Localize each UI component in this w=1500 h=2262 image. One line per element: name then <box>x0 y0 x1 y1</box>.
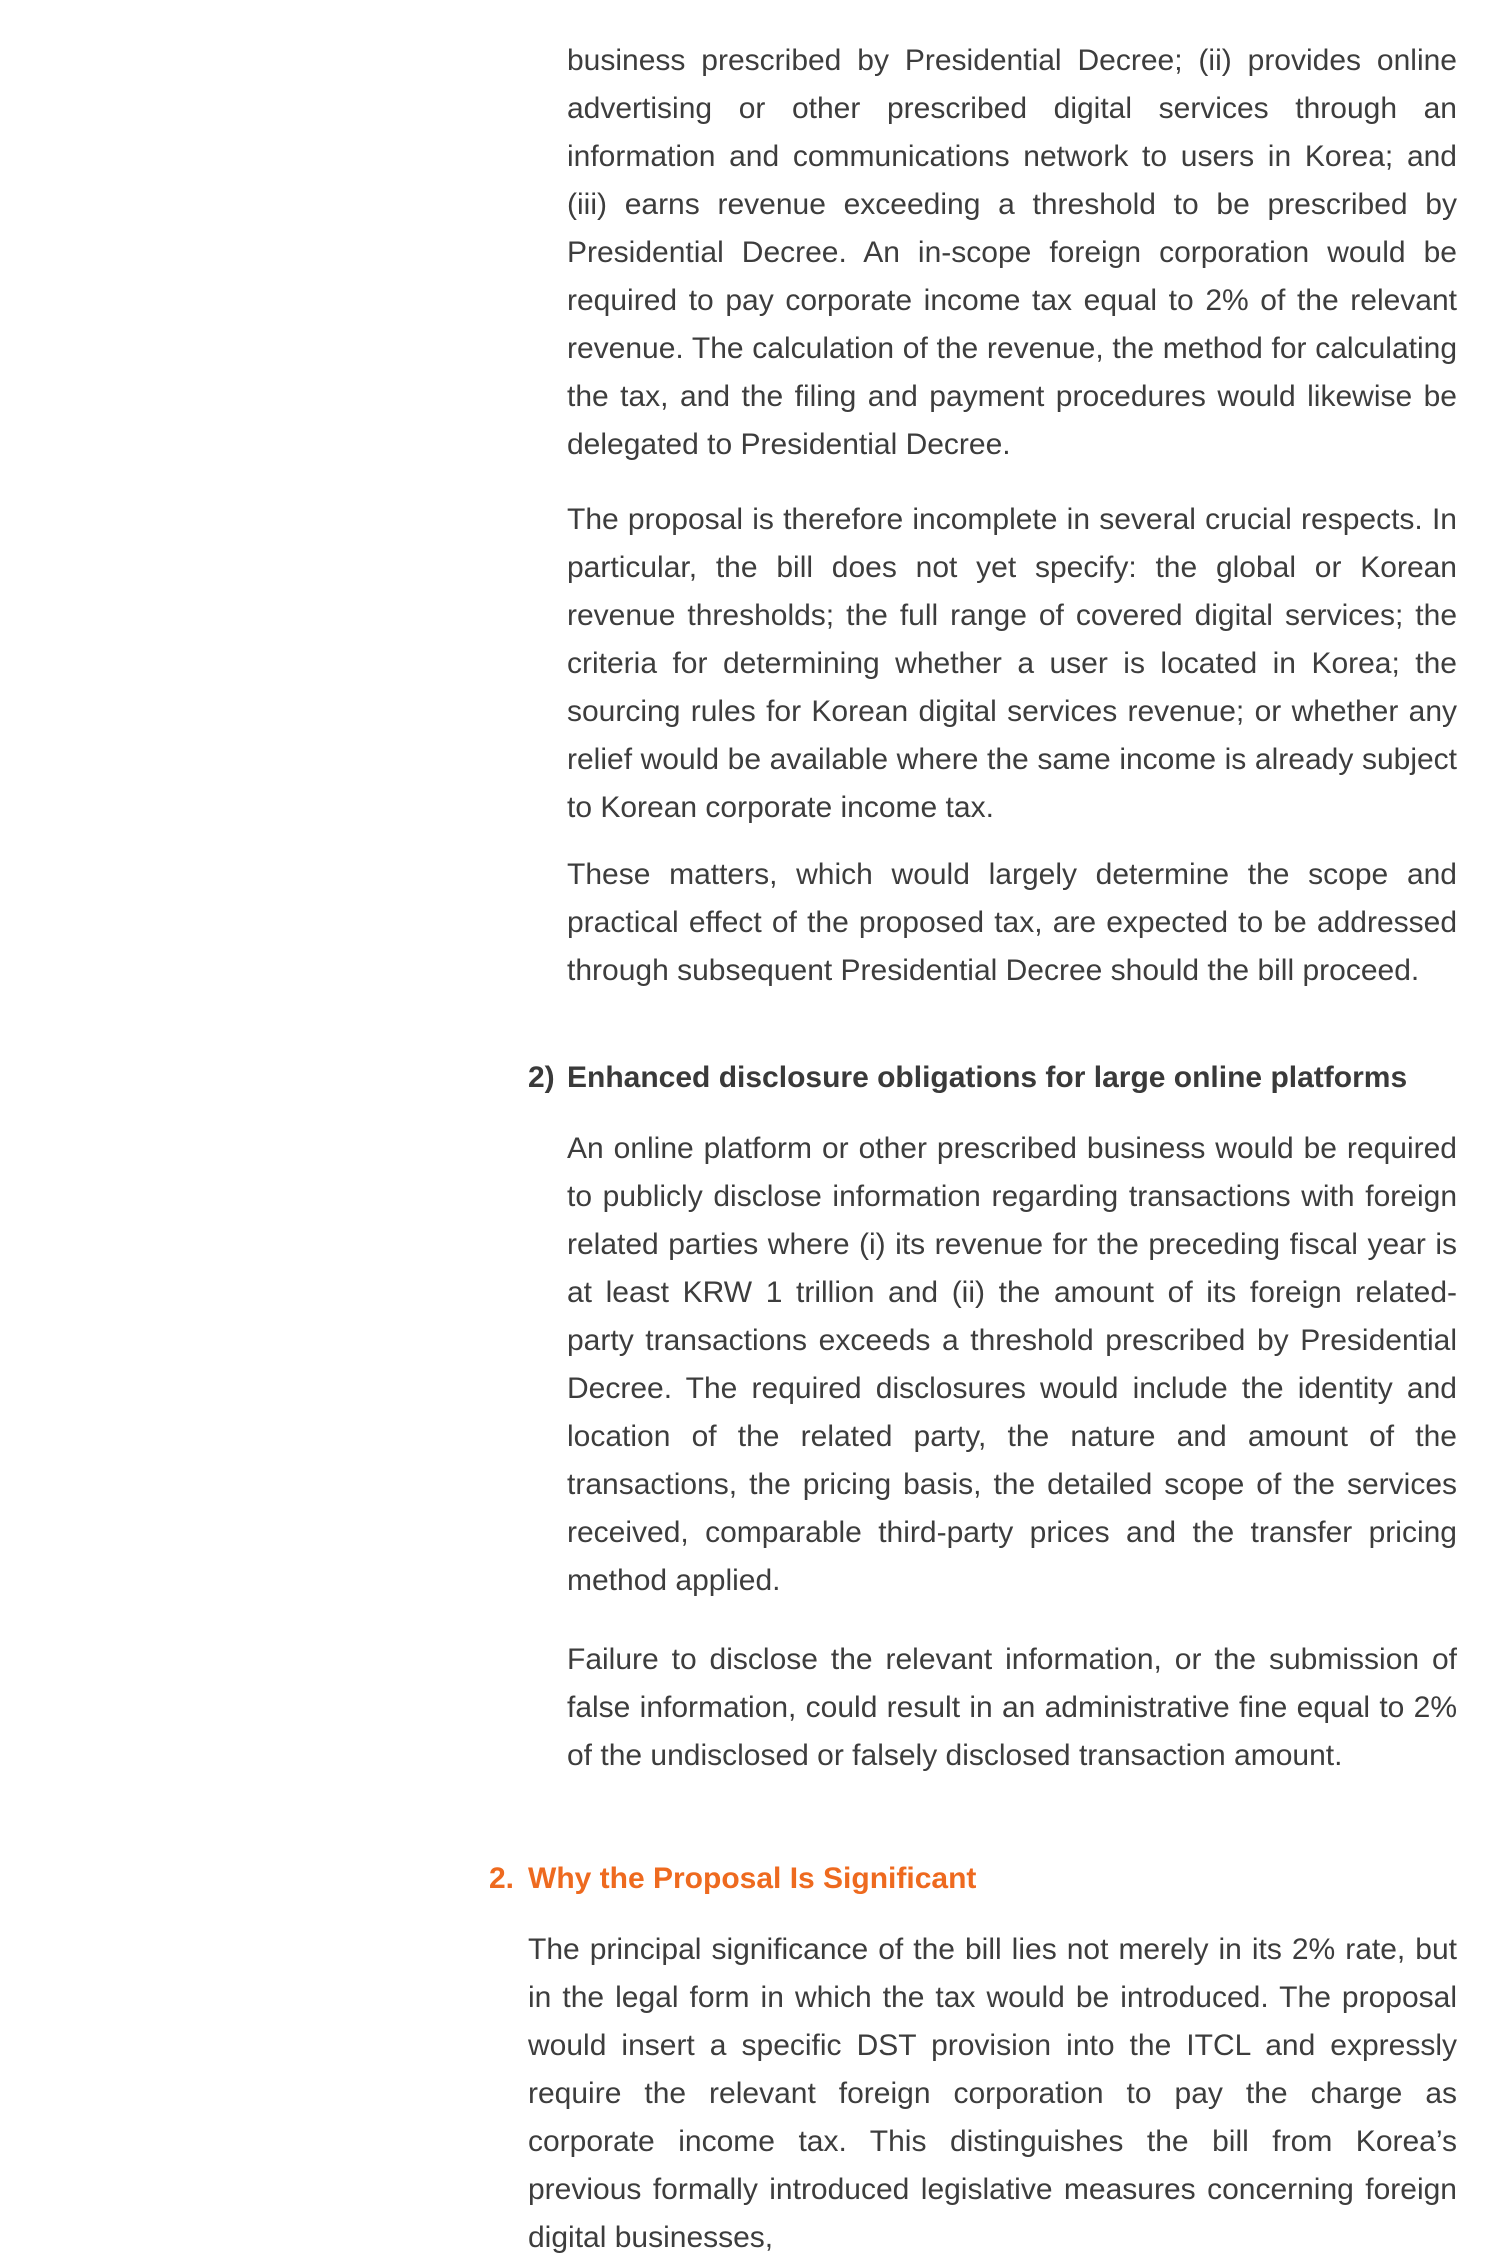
paragraph-presidential-decree: These matters, which would largely determine the scope and practical effect of the proposed tax, are expected to be addressed through subsequent Presidential Decree should the bill proceed. <box>567 858 1457 987</box>
paragraph-scope-criteria: business prescribed by Presidential Decree; (ii) provides online advertising or other prescribed digital services through an information and communications network to users in Korea; and (iii) earns revenue exceeding a threshold to be prescribed by Presidential Decree. An in-scope foreign corporation would be required to pay corporate income tax equal to 2% of the relevant revenue. The calculation of the revenue, the method for calculating the tax, and the filing and payment procedures would likewise be delegated to Presidential Decree. <box>567 44 1457 461</box>
subheading-number: 2) <box>528 1061 555 1094</box>
paragraph-administrative-fine: Failure to disclose the relevant information, or the submission of false information, could result in an administrative fine equal to 2% of the undisclosed or falsely disclosed transaction amount. <box>567 1643 1457 1772</box>
paragraph-principal-significance: The principal significance of the bill lies not merely in its 2% rate, but in the legal form in which the tax would be introduced. The proposal would insert a specific DST provision into the ITCL and expressly require the relevant foreign corporation to pay the charge as corporate income tax. This distinguishes the bill from Korea’s previous formally introduced legislative measures concerning foreign digital businesses, <box>528 1933 1457 2254</box>
section-heading-significance <box>489 1855 1469 1903</box>
paragraph-incomplete-proposal: The proposal is therefore incomplete in several crucial respects. In particular, the bill does not yet specify: the global or Korean revenue thresholds; the full range of covered digital services; the criteria for determining whether a user is located in Korea; the sourcing rules for Korean digital services revenue; or whether any relief would be available where the same income is already subject to Korean corporate income tax. <box>567 503 1457 824</box>
section-number: 2. <box>489 1862 515 1895</box>
paragraph-disclosure-requirements: An online platform or other prescribed business would be required to publicly disclose information regarding transactions with foreign related parties where (i) its revenue for the preceding fiscal year is at least KRW 1 trillion and (ii) the amount of its foreign related-party transactions exceeds a threshold prescribed by Presidential Decree. The required disclosures would include the identity and location of the related party, the nature and amount of the transactions, the pricing basis, the detailed scope of the services received, comparable third-party prices and the transfer pricing method applied. <box>567 1132 1457 1597</box>
section-title: Why the Proposal Is Significant <box>528 1862 977 1895</box>
subheading-text: Enhanced disclosure obligations for large online platforms <box>567 1061 1408 1094</box>
subheading-disclosure-obligations <box>528 1054 1468 1102</box>
